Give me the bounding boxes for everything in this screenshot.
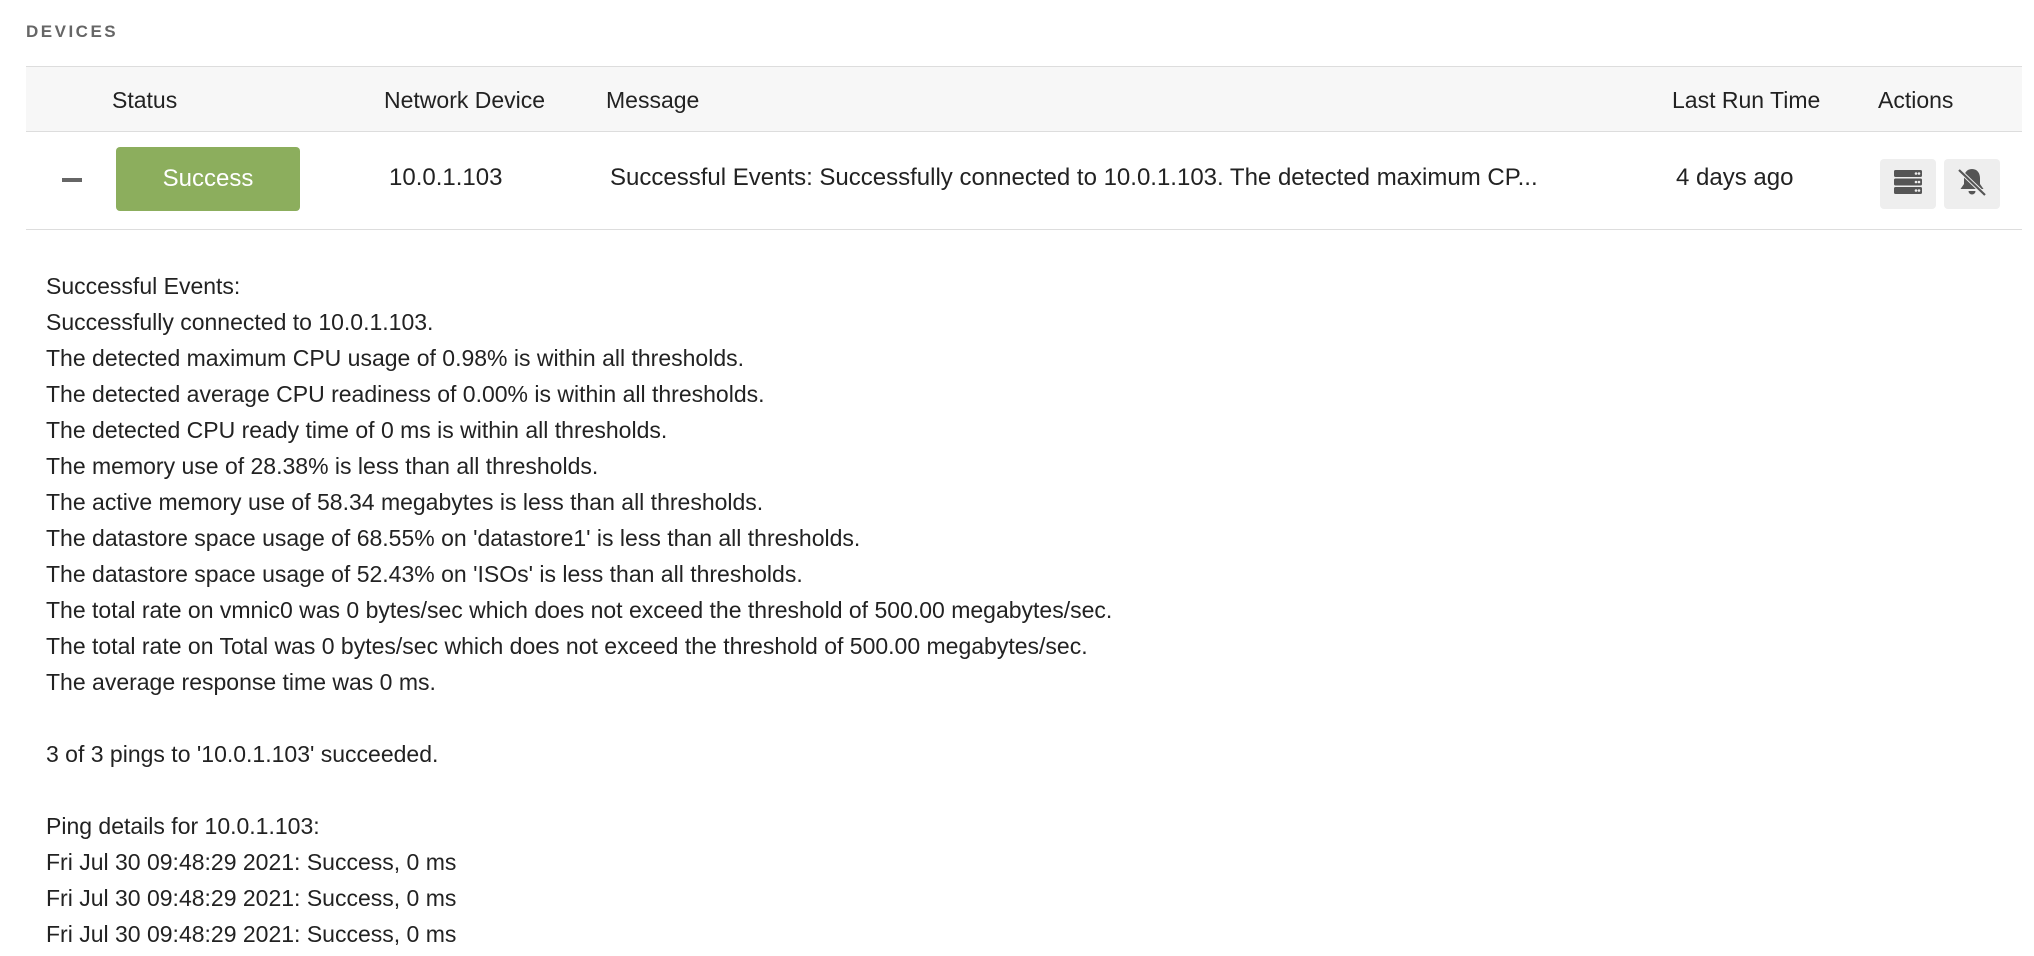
detail-line: The detected maximum CPU usage of 0.98% is within all thresholds.	[46, 345, 744, 371]
detail-line	[46, 700, 1112, 736]
collapse-row-icon[interactable]	[62, 168, 84, 190]
detail-line: The detected CPU ready time of 0 ms is within all thresholds.	[46, 417, 668, 443]
bell-slash-icon	[1956, 167, 1988, 202]
detail-line: Ping details for 10.0.1.103:	[46, 813, 320, 839]
network-device-cell: 10.0.1.103	[389, 164, 503, 191]
detail-line: The detected average CPU readiness of 0.00% is within all thresholds.	[46, 381, 765, 407]
detail-line: The datastore space usage of 68.55% on 'datastore1' is less than all thresholds.	[46, 525, 861, 551]
detail-line: The average response time was 0 ms.	[46, 669, 436, 695]
detail-line	[46, 772, 1112, 808]
detail-line: 3 of 3 pings to '10.0.1.103' succeeded.	[46, 741, 439, 767]
column-header-actions: Actions	[1878, 87, 1954, 113]
column-header-network-device[interactable]: Network Device	[384, 87, 546, 113]
server-icon	[1893, 169, 1923, 200]
table-row[interactable]	[26, 132, 2022, 230]
detail-line: The total rate on Total was 0 bytes/sec which does not exceed the threshold of 500.00 megabytes/sec.	[46, 633, 1088, 659]
detail-line: The memory use of 28.38% is less than all thresholds.	[46, 453, 599, 479]
detail-line: Successful Events:	[46, 273, 241, 299]
detail-line: Fri Jul 30 09:48:29 2021: Success, 0 ms	[46, 849, 457, 875]
detail-line: The total rate on vmnic0 was 0 bytes/sec which does not exceed the threshold of 500.00 megabytes/sec.	[46, 597, 1113, 623]
section-title: DEVICES	[26, 22, 119, 41]
message-cell: Successful Events: Successfully connected to 10.0.1.103. The detected maximum CP...	[610, 164, 1538, 191]
status-badge	[116, 147, 300, 211]
detail-line: Fri Jul 30 09:48:29 2021: Success, 0 ms	[46, 921, 457, 947]
column-header-message[interactable]: Message	[606, 87, 700, 113]
last-run-time-cell: 4 days ago	[1676, 164, 1794, 191]
table-header	[26, 66, 2022, 132]
devices-table	[26, 66, 2022, 230]
mute-alerts-button[interactable]	[1944, 159, 2000, 209]
detail-line: Fri Jul 30 09:48:29 2021: Success, 0 ms	[46, 885, 457, 911]
detail-line: The active memory use of 58.34 megabytes is less than all thresholds.	[46, 489, 764, 515]
column-header-last-run-time[interactable]: Last Run Time	[1672, 87, 1821, 113]
event-details	[46, 268, 1112, 952]
detail-line: The datastore space usage of 52.43% on 'ISOs' is less than all thresholds.	[46, 561, 803, 587]
detail-line: Successfully connected to 10.0.1.103.	[46, 309, 434, 335]
server-details-button[interactable]	[1880, 159, 1936, 209]
status-label: Success	[162, 165, 254, 192]
column-header-status[interactable]: Status	[112, 87, 178, 113]
